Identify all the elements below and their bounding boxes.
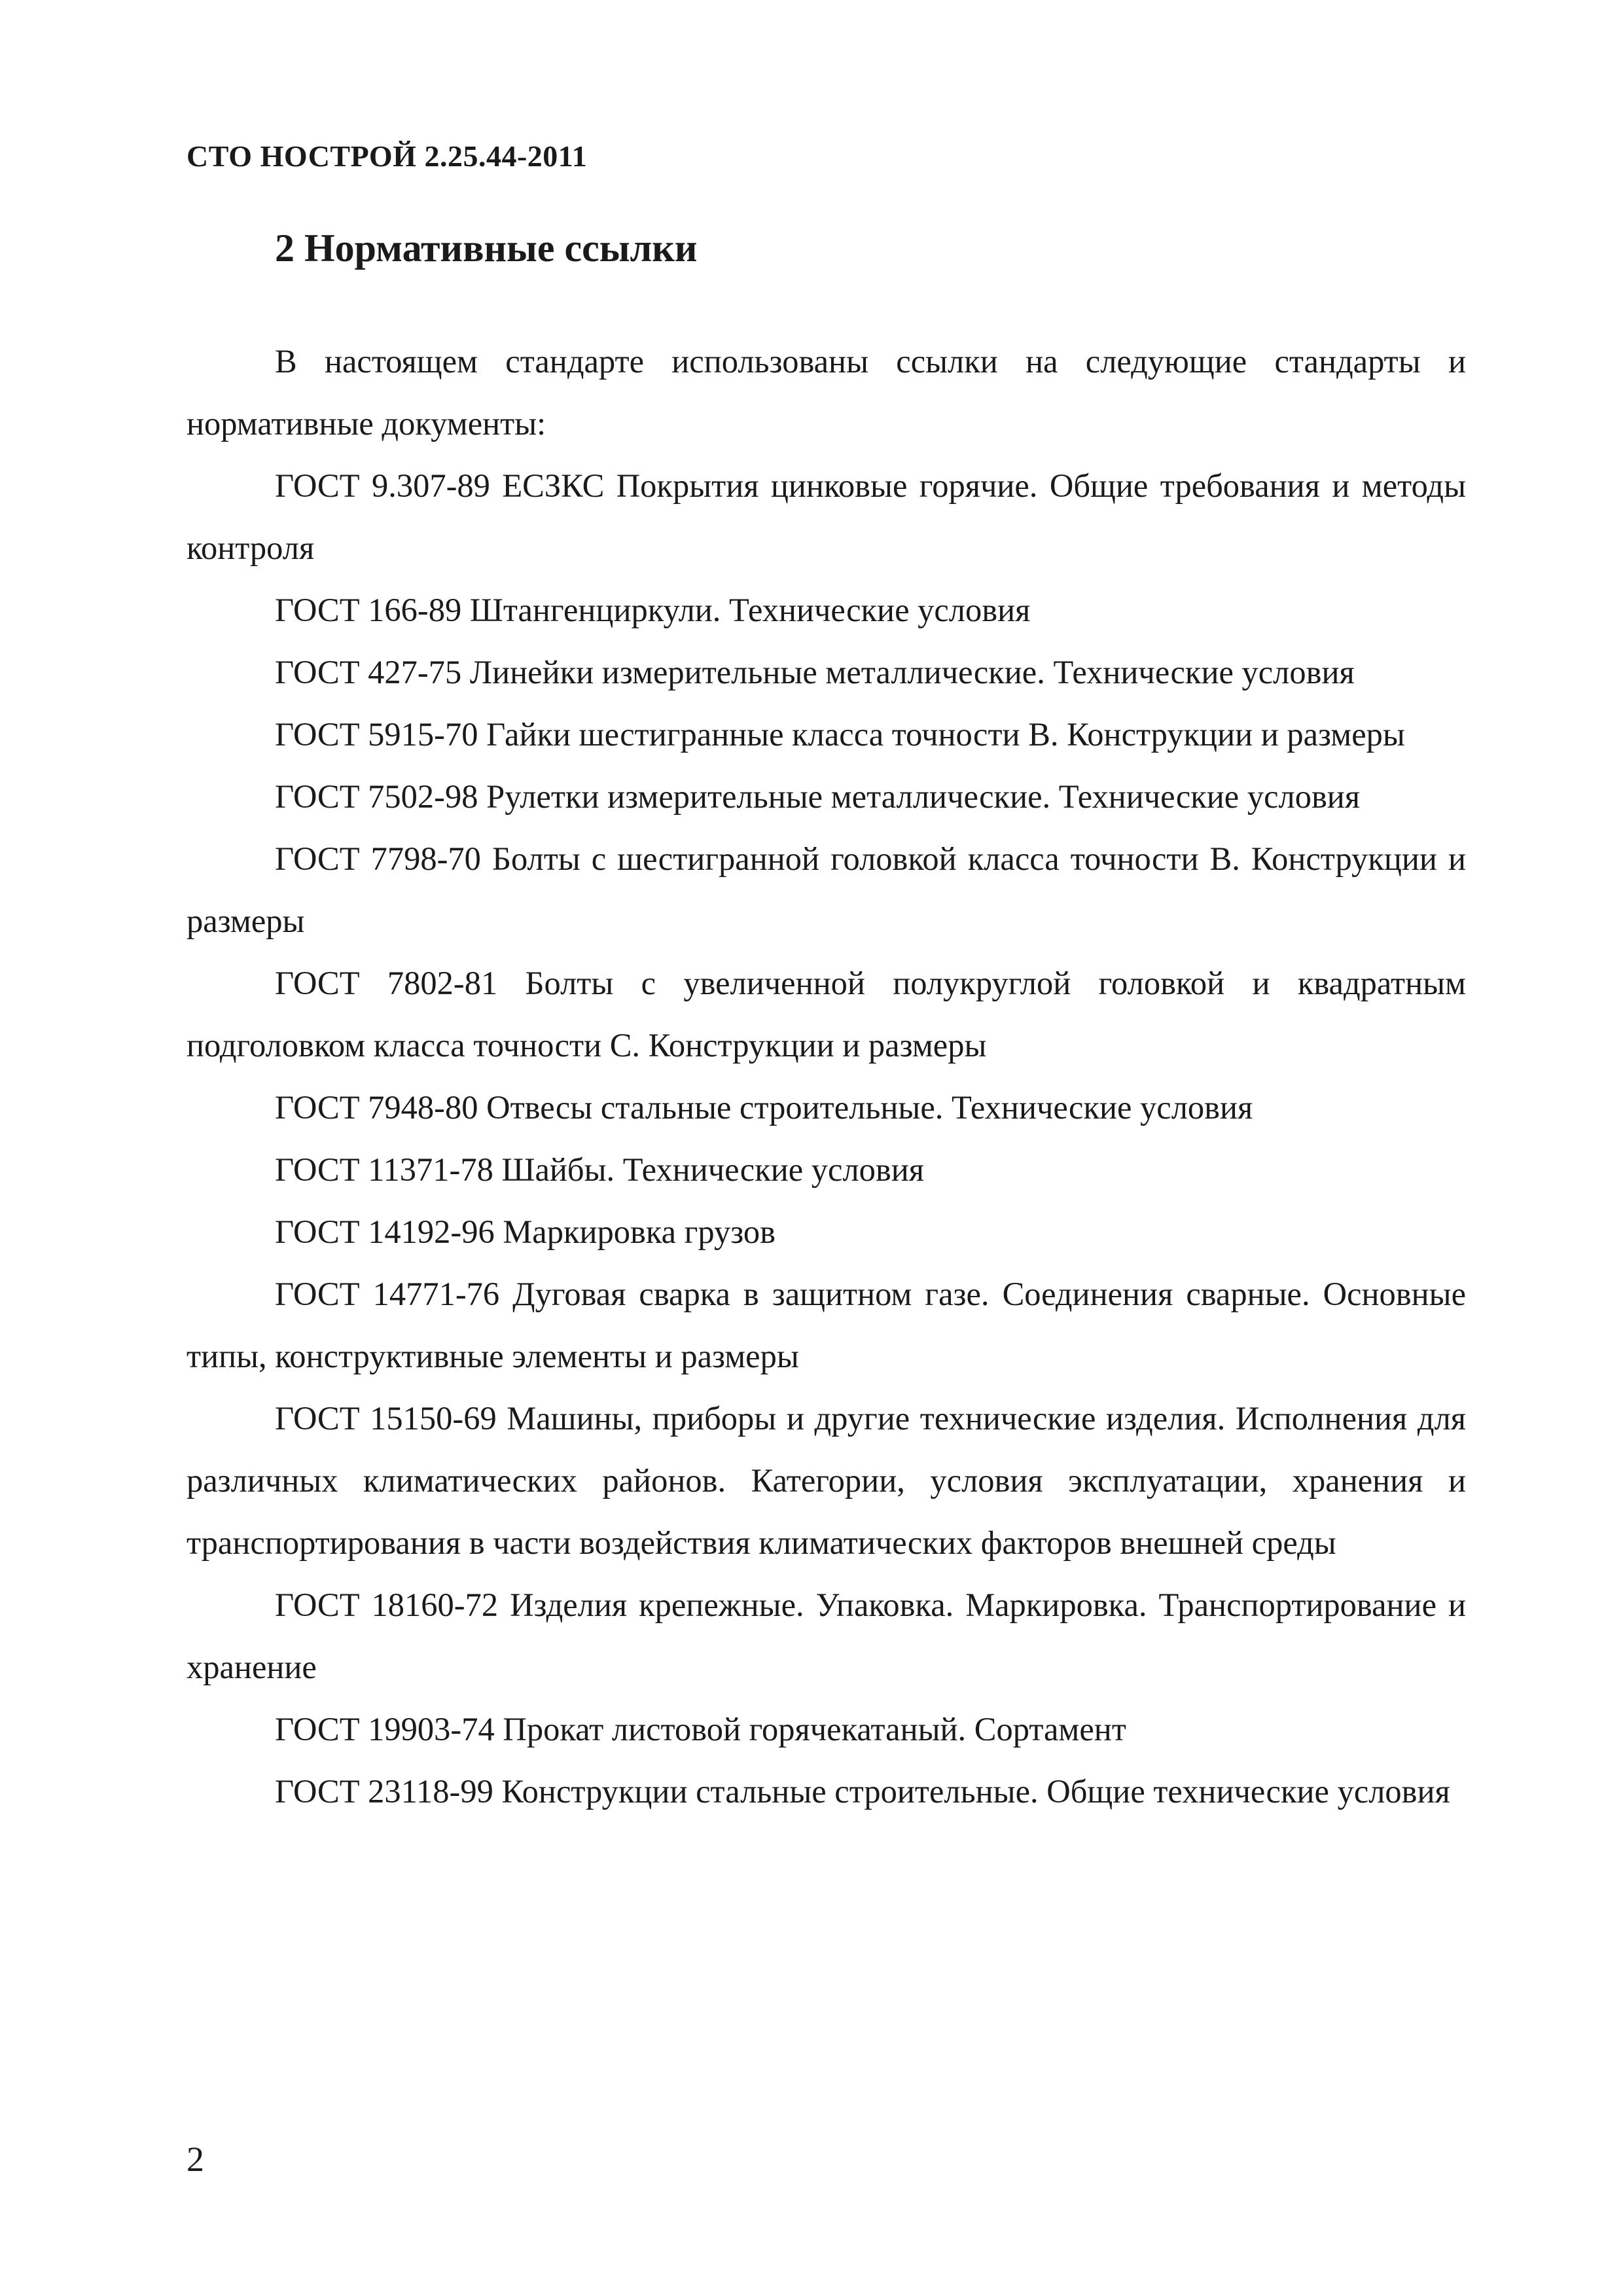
reference-item: ГОСТ 5915-70 Гайки шестигранные класса точности В. Конструкции и размеры [275, 716, 1405, 753]
reference-item: ГОСТ 9.307-89 ЕСЗКС Покрытия цинковые горячие. Общие требования и методы контроля [187, 467, 1466, 566]
reference-item: ГОСТ 15150-69 Машины, приборы и другие технические изделия. Исполнения для различных климатических районов. Категории, условия эксплуатации, хранения и транспортирования в части воздействия климатических факторов внешней среды [187, 1400, 1466, 1561]
reference-item: ГОСТ 7802-81 Болты с увеличенной полукруглой головкой и квадратным подголовком класса точности С. Конструкции и размеры [187, 965, 1466, 1064]
reference-item: ГОСТ 7502-98 Рулетки измерительные металлические. Технические условия [275, 778, 1361, 815]
reference-item: ГОСТ 14771-76 Дуговая сварка в защитном газе. Соединения сварные. Основные типы, конструктивные элементы и размеры [187, 1276, 1466, 1374]
reference-item: ГОСТ 11371-78 Шайбы. Технические условия [275, 1151, 925, 1188]
reference-item: ГОСТ 7948-80 Отвесы стальные строительные. Технические условия [275, 1089, 1253, 1126]
references-body [187, 331, 1466, 1823]
reference-item: ГОСТ 18160-72 Изделия крепежные. Упаковка. Маркировка. Транспортирование и хранение [187, 1587, 1466, 1685]
reference-item: ГОСТ 166-89 Штангенциркули. Технические условия [275, 592, 1031, 628]
section-title: 2 Нормативные ссылки [275, 226, 698, 270]
reference-item: ГОСТ 427-75 Линейки измерительные металлические. Технические условия [275, 654, 1355, 691]
reference-item: ГОСТ 7798-70 Болты с шестигранной головкой класса точности В. Конструкции и размеры [187, 840, 1466, 939]
document-code-header: СТО НОСТРОЙ 2.25.44-2011 [187, 139, 588, 173]
reference-item: ГОСТ 14192-96 Маркировка грузов [275, 1213, 776, 1250]
reference-item: ГОСТ 19903-74 Прокат листовой горячекатаный. Сортамент [275, 1711, 1126, 1748]
reference-item: ГОСТ 23118-99 Конструкции стальные строительные. Общие технические условия [275, 1773, 1450, 1810]
intro-paragraph: В настоящем стандарте использованы ссылки на следующие стандарты и нормативные документы: [187, 343, 1466, 442]
page-number: 2 [187, 2140, 204, 2179]
